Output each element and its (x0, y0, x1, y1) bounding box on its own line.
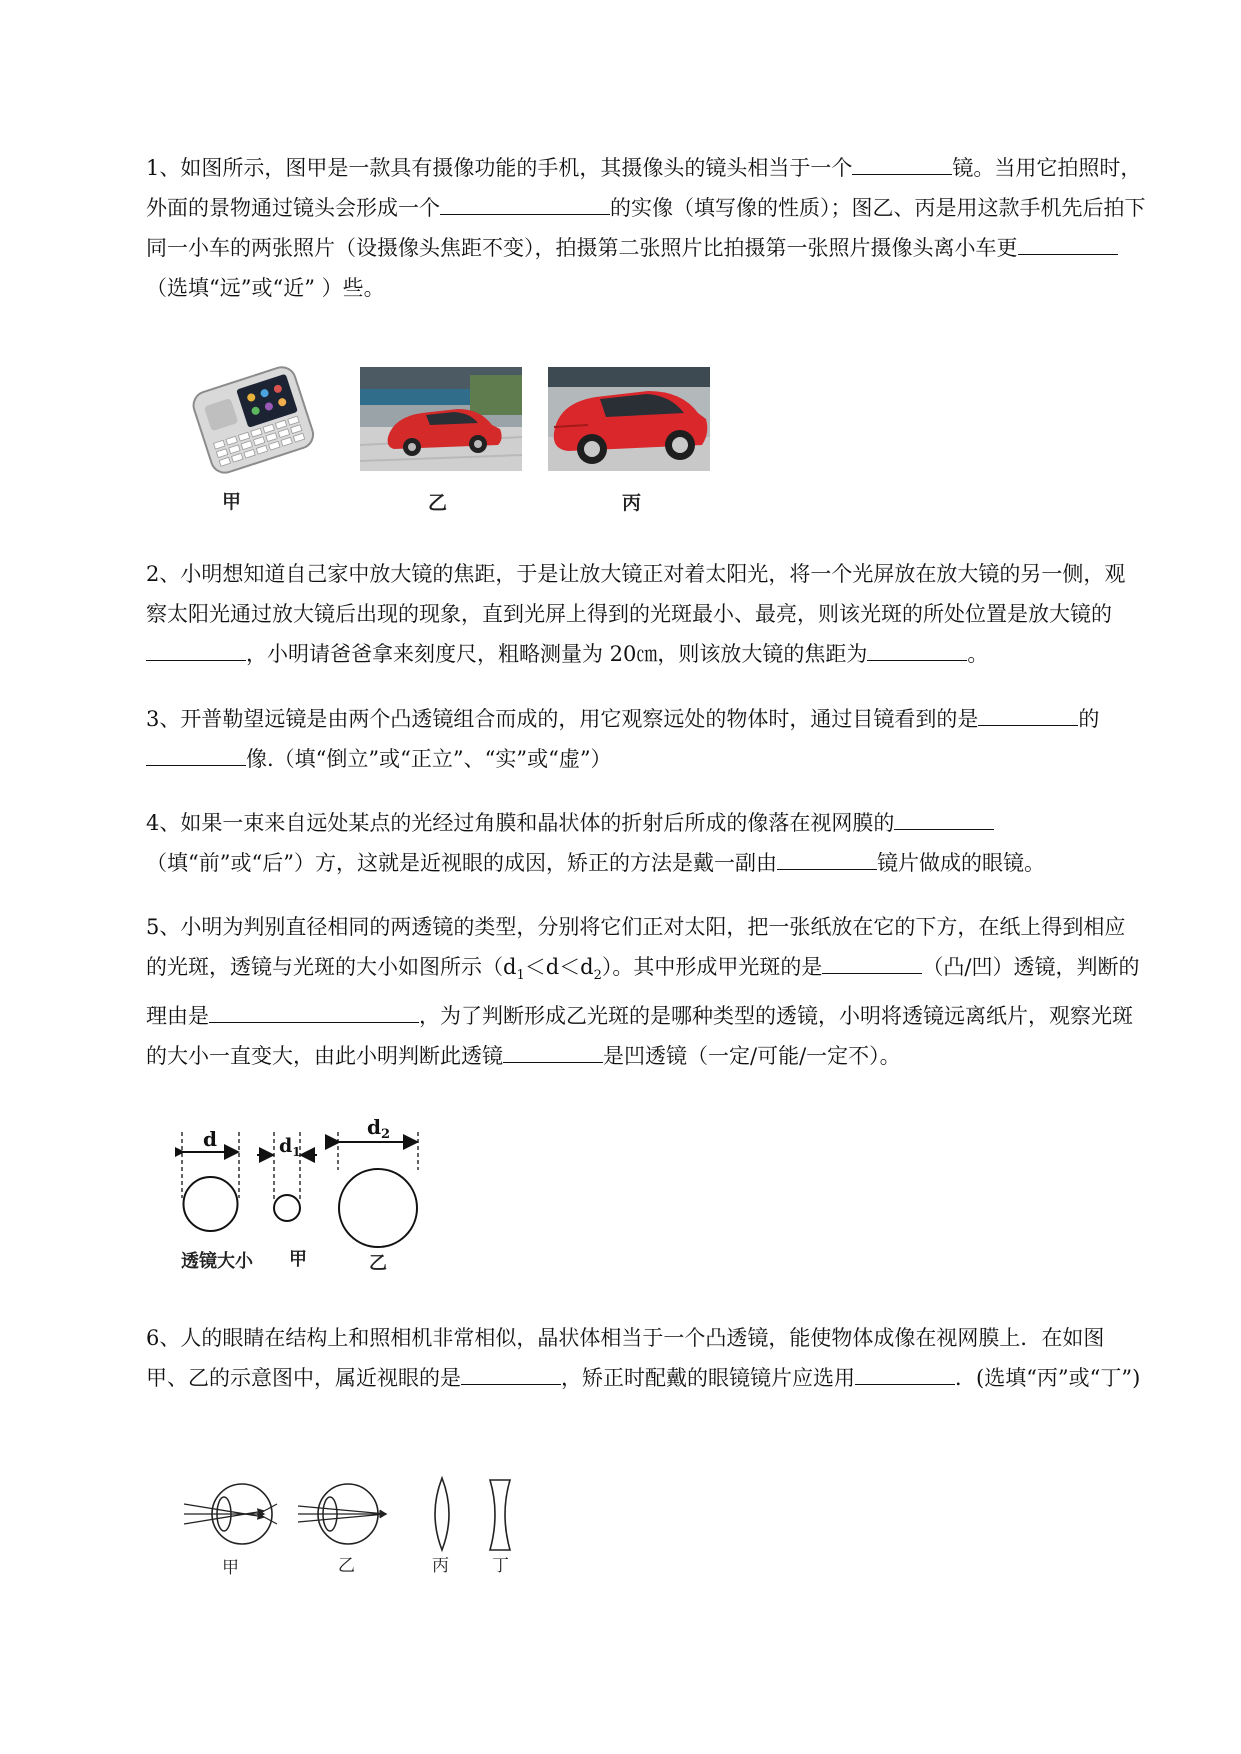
caption-jia-1: 甲 (222, 491, 242, 513)
q2-text-3: 。 (967, 642, 989, 666)
q1-text-1: 1、如图所示，图甲是一款具有摄像功能的手机，其摄像头的镜头相当于一个 (146, 156, 853, 180)
q3-blank-2[interactable] (146, 739, 246, 766)
lens-spot-diagram (175, 1110, 435, 1280)
q5-text-5: ，为了判断形成乙光斑的是哪种类型的透镜，小明将透镜远离纸片，观察光斑的大小一直变大，由此小明判断此透镜 (146, 1004, 1133, 1069)
question-4 (146, 803, 1146, 883)
q5-blank-1[interactable] (822, 947, 922, 974)
label-d2-sub: 2 (380, 1127, 391, 1142)
eye-lens-diagram (180, 1470, 530, 1580)
q3-text-2: 的 (1078, 707, 1100, 731)
question-5 (146, 907, 1146, 1076)
q4-text-1: 4、如果一束来自远处某点的光经过角膜和晶状体的折射后所成的像落在视网膜的 (146, 811, 895, 835)
concave-lens-icon (490, 1480, 510, 1550)
q1-text-3: 的实像（填写像的性质）；图乙、丙是用这款手机先后拍下同一小车的两张照片（设摄像头焦距不变），拍摄第二张照片比拍摄第一张照片摄像头离小车更 (146, 196, 1146, 260)
svg-text:d1 (279, 1135, 301, 1159)
caption-ding-6: 丁 (492, 1556, 509, 1576)
caption-bing-1: 丙 (622, 492, 642, 514)
q5-text-2: ＜d＜d (524, 955, 594, 979)
q6-blank-1[interactable] (461, 1358, 561, 1385)
q4-blank-2[interactable] (777, 843, 877, 870)
q4-text-3: 镜片做成的眼镜。 (876, 851, 1045, 875)
q5-text-1: 5、小明为判别直径相同的两透镜的类型，分别将它们正对太阳，把一张纸放在它的下方，在纸上得到相应的光斑，透镜与光斑的大小如图所示（d (146, 915, 1126, 979)
q6-text-2: ，矫正时配戴的眼镜镜片应选用 (561, 1366, 855, 1390)
q2-text-2: ，小明请爸爸拿来刻度尺，粗略测量为 20㎝，则该放大镜的焦距为 (246, 642, 868, 666)
q5-text-6: 是凹透镜（一定/可能/一定不）。 (603, 1044, 901, 1069)
car-photo-near (548, 367, 710, 471)
question-2 (146, 554, 1146, 674)
q1-blank-2[interactable] (440, 188, 610, 215)
q5-blank-2[interactable] (209, 996, 419, 1023)
q6-text-3: ．(选填“丙”或“丁”) (955, 1366, 1141, 1390)
caption-lens-size: 透镜大小 (181, 1251, 253, 1272)
phone-image (188, 362, 318, 477)
label-d1: d (279, 1135, 293, 1157)
label-d2: d (367, 1115, 381, 1139)
q5-text-3: ）。其中形成甲光斑的是 (601, 955, 823, 979)
q2-blank-1[interactable] (146, 634, 246, 661)
q6-blank-2[interactable] (855, 1358, 955, 1385)
q1-text-2: 镜。当用它拍照时，外面的景物通过镜头会形成一个 (146, 156, 1142, 220)
q5-sub-2: 2 (593, 968, 602, 984)
label-d: d (203, 1127, 217, 1151)
caption-bing-6: 丙 (432, 1556, 449, 1576)
question-3 (146, 699, 1146, 779)
car-photo-far (360, 367, 522, 471)
caption-yi-5: 乙 (369, 1253, 387, 1274)
eye-jia-icon (184, 1484, 277, 1544)
caption-jia-6: 甲 (222, 1558, 239, 1578)
q4-blank-1[interactable] (894, 803, 994, 830)
q6-text-1: 6、人的眼睛在结构上和照相机非常相似，晶状体相当于一个凸透镜，能使物体成像在视网膜上．在如图甲、乙的示意图中，属近视眼的是 (146, 1326, 1105, 1390)
q2-blank-2[interactable] (867, 634, 967, 661)
caption-jia-5: 甲 (289, 1249, 307, 1270)
convex-lens-icon (435, 1478, 449, 1550)
eye-yi-icon (298, 1484, 386, 1544)
q3-text-3: 像.（填“倒立”或“正立”、“实”或“虚”） (246, 747, 612, 771)
q5-text-4: （凸/凹）透镜，判断的理由是 (146, 955, 1140, 1029)
q5-sub-1: 1 (516, 968, 525, 984)
q3-text-1: 3、开普勒望远镜是由两个凸透镜组合而成的，用它观察远处的物体时，通过目镜看到的是 (146, 707, 979, 731)
svg-text:d2 (367, 1115, 390, 1142)
label-d1-sub: 1 (292, 1145, 301, 1159)
q1-blank-3[interactable] (1018, 228, 1118, 255)
q5-blank-3[interactable] (503, 1036, 603, 1063)
q4-text-2: （填“前”或“后”）方，这就是近视眼的成因，矫正的方法是戴一副由 (146, 851, 777, 875)
question-1 (146, 148, 1146, 308)
q1-text-4: （选填“远”或“近” ）些。 (146, 276, 385, 300)
q2-text-1: 2、小明想知道自己家中放大镜的焦距，于是让放大镜正对着太阳光，将一个光屏放在放大镜的另一侧，观察太阳光通过放大镜后出现的现象，直到光屏上得到的光斑最小、最亮，则该光斑的所处位置是放大镜的 (146, 562, 1126, 626)
q3-blank-1[interactable] (978, 699, 1078, 726)
caption-yi-1: 乙 (428, 492, 448, 514)
q1-blank-1[interactable] (852, 148, 952, 175)
question-6 (146, 1318, 1146, 1398)
caption-yi-6: 乙 (338, 1556, 355, 1576)
